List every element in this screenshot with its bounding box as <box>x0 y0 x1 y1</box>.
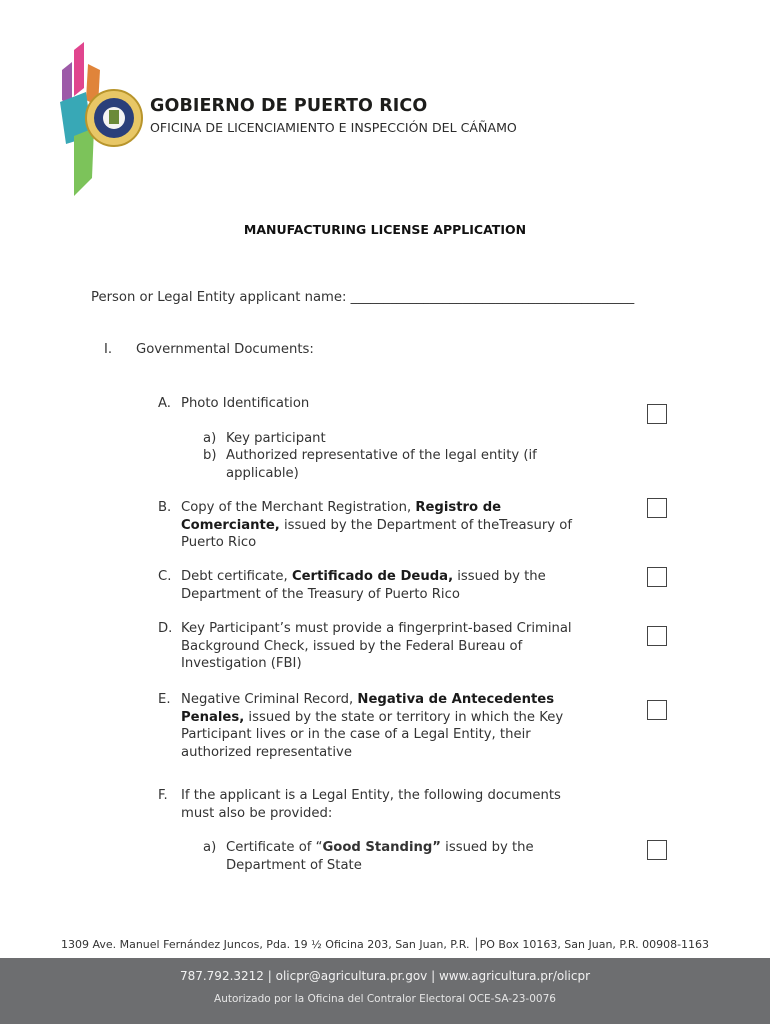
item-negative-criminal-record <box>158 691 578 761</box>
sub-item-key-participant <box>203 430 573 448</box>
agency-logo <box>52 40 152 200</box>
applicant-name-field[interactable]: Person or Legal Entity applicant name: ___________________________________________ <box>91 290 635 305</box>
checkbox-merchant-registration[interactable] <box>647 498 667 518</box>
item-letter: A. <box>158 396 171 411</box>
item-debt-certificate <box>158 568 578 603</box>
item-text-bold: Negativa de Antecedentes Penales, <box>181 692 555 725</box>
section-number: I. <box>104 342 113 357</box>
sub-text <box>226 839 573 874</box>
item-text: If the applicant is a Legal Entity, the following documents must also be provided: <box>181 788 561 821</box>
sub-text-bold: Good Standing” <box>322 840 441 855</box>
checkbox-negative-criminal-record[interactable] <box>647 700 667 720</box>
item-text-post: issued by the Department of the Treasury of Puerto Rico <box>181 569 546 602</box>
item-text-pre: Negative Criminal Record, <box>181 692 358 707</box>
document-title: MANUFACTURING LICENSE APPLICATION <box>243 222 527 237</box>
footer-authorization: Autorizado por la Oficina del Contralor Electoral OCE-SA-23-0076 <box>214 993 556 1005</box>
item-text-bold: Certificado de Deuda, <box>291 569 454 584</box>
sub-letter: b) <box>203 448 217 463</box>
item-text <box>181 499 578 552</box>
item-letter: F. <box>158 788 168 803</box>
sub-item-good-standing <box>203 839 573 874</box>
sub-letter: a) <box>203 840 217 855</box>
item-text: Photo Identification <box>181 396 310 411</box>
sub-text: Authorized representative of the legal entity (if applicable) <box>226 448 537 481</box>
item-letter: B. <box>158 500 172 515</box>
footer-contact: 787.792.3212 | olicpr@agricultura.pr.gov | www.agricultura.pr/olicpr <box>179 969 591 983</box>
item-legal-entity-documents <box>158 787 578 822</box>
checkbox-good-standing[interactable] <box>647 840 667 860</box>
item-letter: E. <box>158 692 171 707</box>
footer-bar <box>0 958 770 1024</box>
sub-item-authorized-representative <box>203 447 573 482</box>
item-text-pre: Copy of the Merchant Registration, <box>181 500 416 515</box>
item-photo-identification <box>158 395 578 413</box>
logo-ribbon-green <box>74 128 94 196</box>
item-text-post: issued by the state or territory in which the Key Participant lives or in the case of a Legal Entity, their authorized representative <box>181 709 564 760</box>
office-address: 1309 Ave. Manuel Fernández Juncos, Pda. 19 ½ Oficina 203, San Juan, P.R. │PO Box 10163, San Juan, P.R. 00908-1163 <box>60 938 710 951</box>
item-criminal-background-check <box>158 620 578 673</box>
item-letter: D. <box>158 621 173 636</box>
item-text <box>181 568 578 603</box>
item-text-pre: Debt certificate, <box>181 569 292 584</box>
item-text: Key Participant’s must provide a fingerprint-based Criminal Background Check, issued by the Federal Bureau of Investigation (FBI) <box>181 621 572 671</box>
item-merchant-registration <box>158 499 578 552</box>
item-text-post: issued by the Department of theTreasury of Puerto Rico <box>181 517 572 550</box>
checkbox-debt-certificate[interactable] <box>647 567 667 587</box>
section-title: Governmental Documents: <box>136 342 314 357</box>
item-letter: C. <box>158 569 172 584</box>
checkbox-criminal-background-check[interactable] <box>647 626 667 646</box>
checkbox-photo-identification[interactable] <box>647 404 667 424</box>
seal-emblem <box>109 110 119 124</box>
org-subtitle: OFICINA DE LICENCIAMIENTO E INSPECCIÓN DEL CÁÑAMO <box>150 120 517 135</box>
logo-ribbon-pink <box>74 42 84 96</box>
sub-letter: a) <box>203 431 217 446</box>
item-text <box>181 691 578 761</box>
sub-text-pre: Certificate of “ <box>226 840 323 855</box>
sub-text: Key participant <box>226 431 326 446</box>
org-title: GOBIERNO DE PUERTO RICO <box>150 96 428 116</box>
sub-text-post: issued by the Department of State <box>226 840 534 873</box>
item-text-bold: Registro de Comerciante, <box>181 500 502 533</box>
org-header <box>150 96 517 135</box>
